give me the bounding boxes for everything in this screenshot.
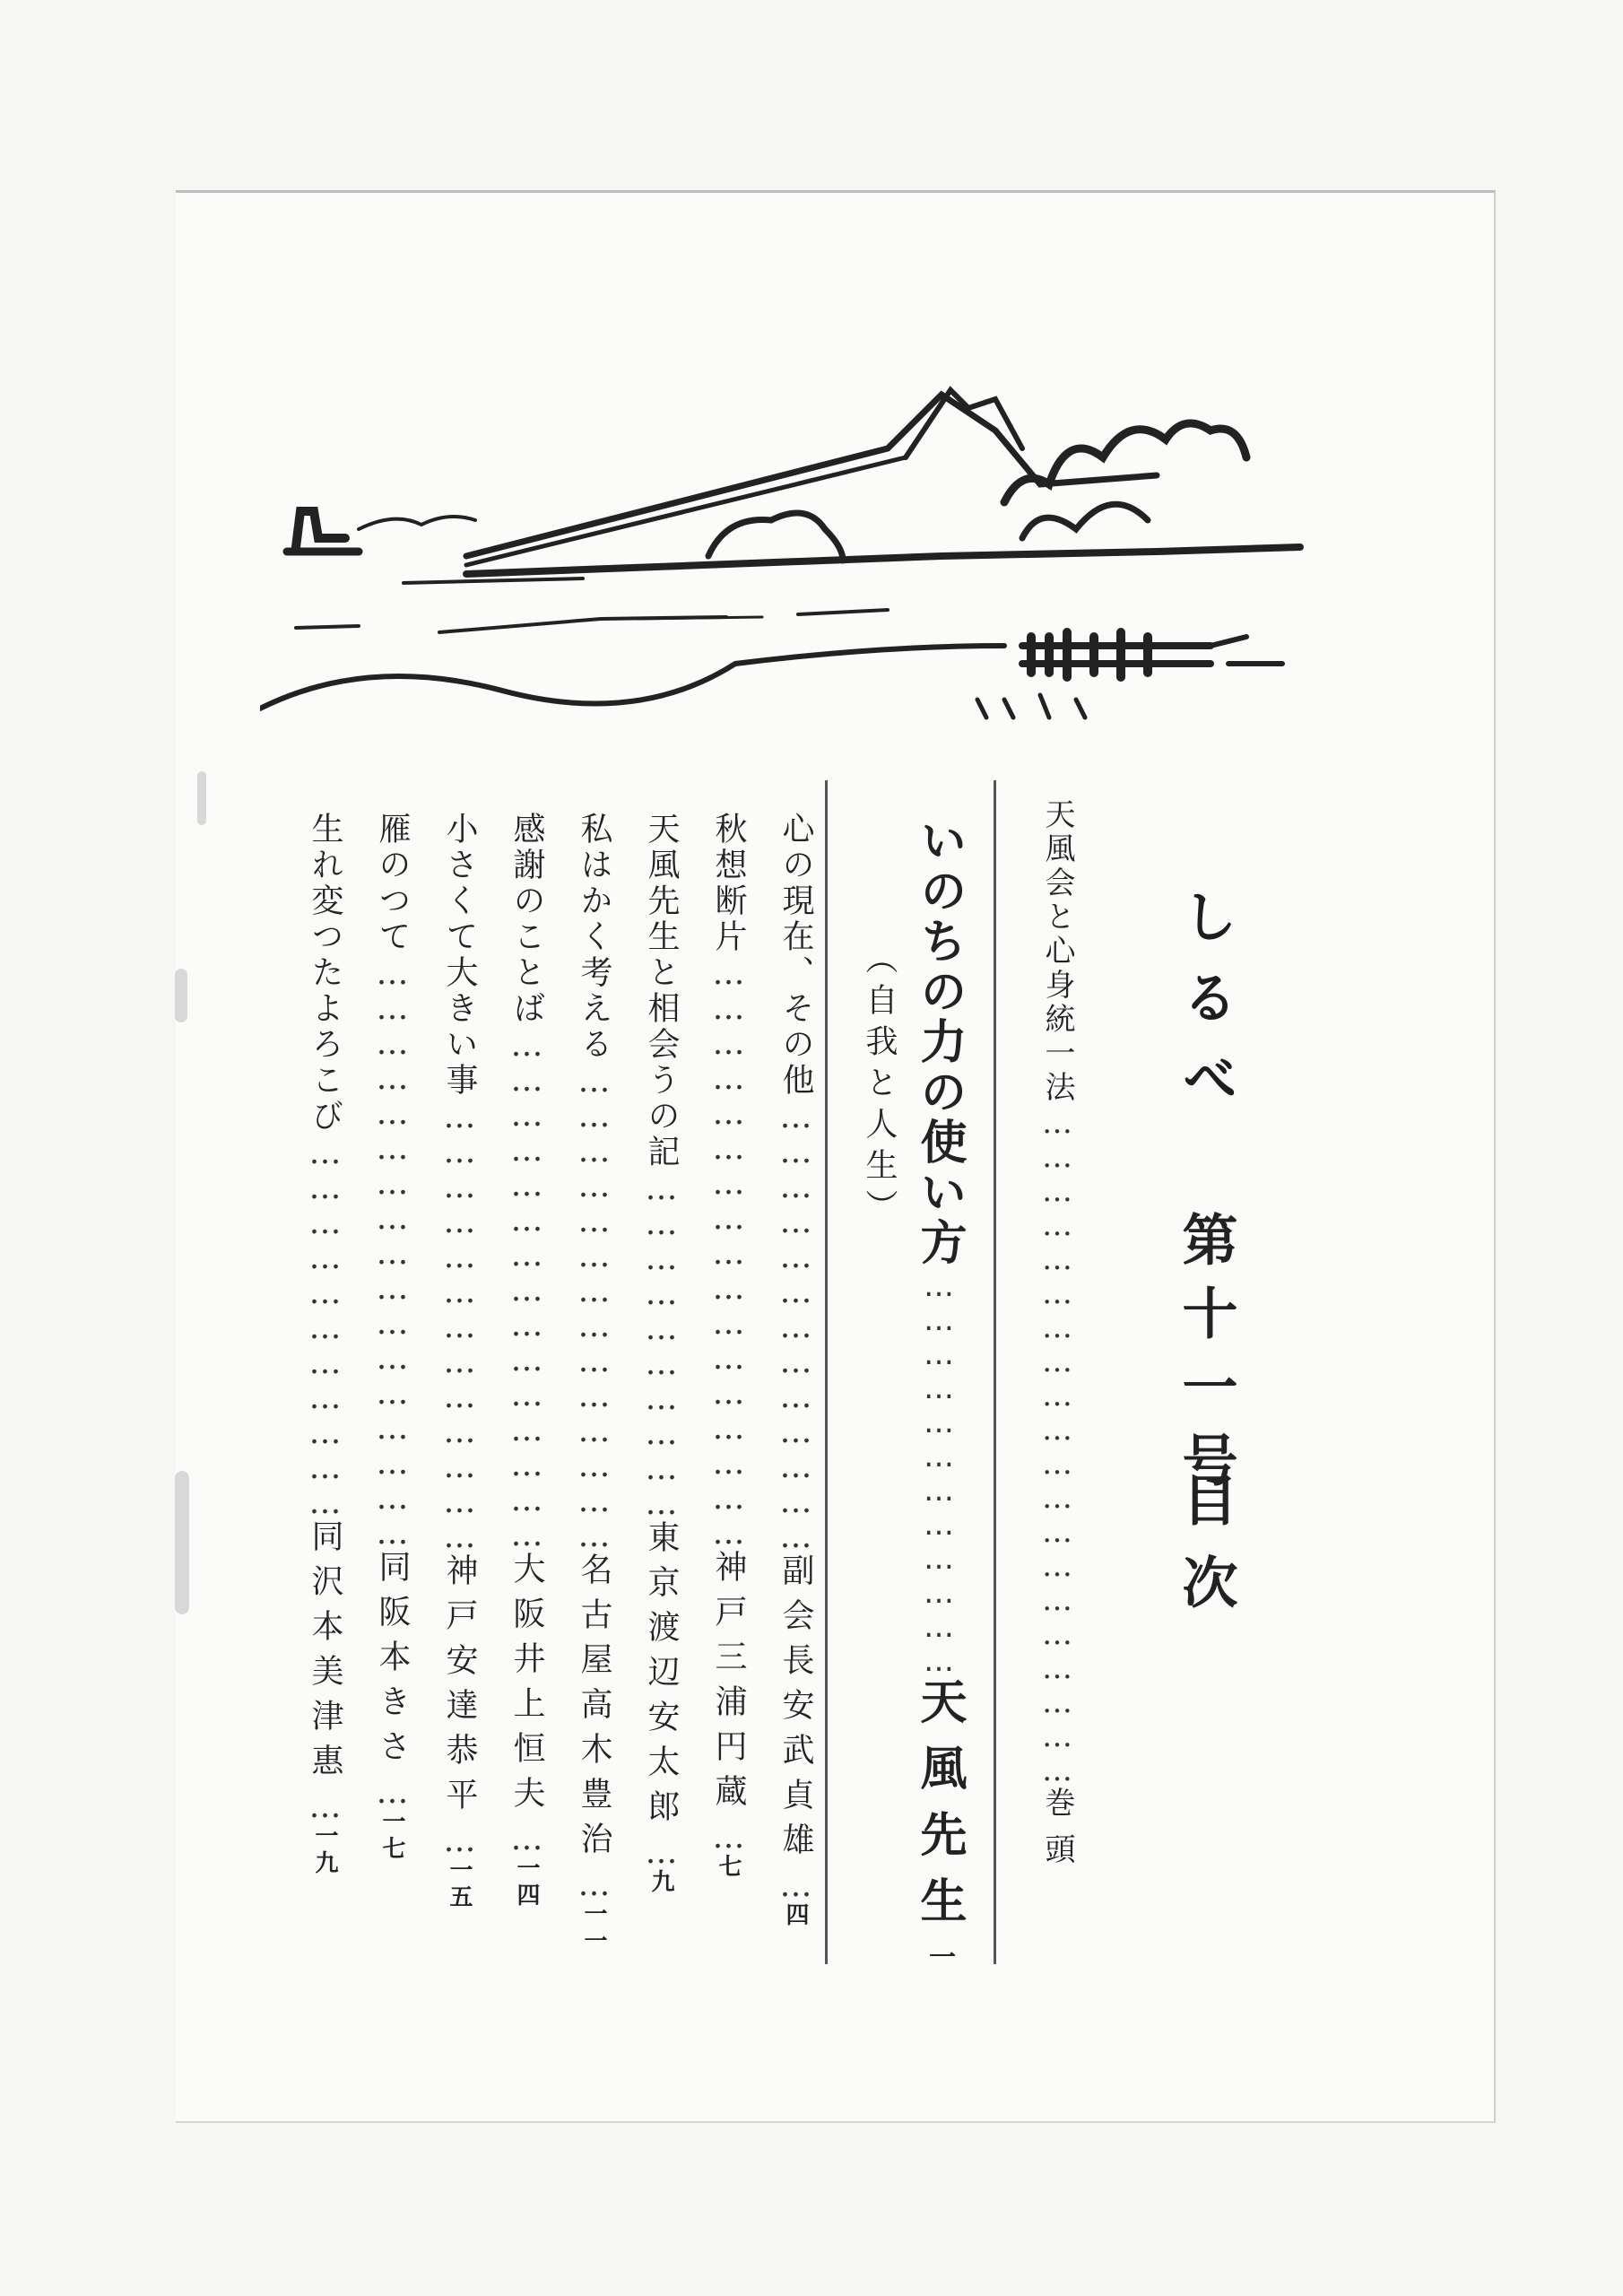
entry-title: 私はかく考える: [576, 812, 612, 1063]
entry-page: 一一: [580, 1901, 607, 1955]
leader-dots: …: [307, 1788, 343, 1823]
leader-dots: …: [777, 1867, 814, 1902]
entry-author: 三浦円蔵: [710, 1639, 747, 1819]
entry-author: 安武貞雄: [777, 1688, 814, 1867]
frontispiece-entry: [1036, 798, 1080, 1880]
leader-dots: …: [576, 1866, 612, 1901]
entry-place: 東京: [643, 1520, 680, 1610]
toc-entry: [437, 812, 482, 1911]
scan-smudge: [175, 969, 187, 1022]
entry-author: 阪本きさ: [374, 1595, 411, 1774]
leader-dots: ………………………………………: [508, 1027, 545, 1552]
featured-title: いのちの力の使い方: [912, 816, 966, 1268]
journal-title: しるべ: [1173, 888, 1238, 1130]
entry-title: 心の現在、その他: [777, 812, 814, 1099]
toc-entry: [369, 812, 415, 1863]
entry-page: 四: [782, 1902, 809, 1929]
leader-dots: …: [441, 1822, 478, 1857]
leader-dots: …………………………………: [441, 1099, 478, 1553]
featured-subtitle: （自我と人生）: [861, 942, 898, 1231]
entry-page: 七: [715, 1854, 742, 1881]
toc-entry: [302, 812, 348, 1877]
entry-author: 渡辺安太郎: [643, 1610, 680, 1834]
toc-entry: [706, 812, 751, 1881]
leader-dots: ……………………………………………: [374, 955, 411, 1550]
entry-place: 神戸: [441, 1553, 478, 1643]
toc-entry: [638, 812, 684, 1896]
frontispiece-title: 天風会と心身統一法: [1039, 798, 1075, 1105]
entry-title: 雁のつて: [374, 812, 411, 955]
featured-entry: [906, 816, 973, 1973]
entry-place: 大阪: [508, 1552, 545, 1641]
leader-dots: ……………………………………………………: [1039, 1105, 1075, 1787]
entry-title: 秋想断片: [710, 812, 747, 955]
featured-author: 天風先生: [912, 1677, 966, 1943]
leader-dots: ……………………………………: [576, 1063, 612, 1552]
leader-dots: …………………………………: [777, 1099, 814, 1553]
toc-entry: [571, 812, 617, 1955]
entry-place: 名古屋: [576, 1552, 612, 1687]
leader-dots: …: [710, 1819, 747, 1854]
entry-page: 一五: [446, 1857, 473, 1911]
entry-place: 神戸: [710, 1550, 747, 1639]
entry-place: 同: [374, 1550, 411, 1595]
leader-dots: …………………………: [643, 1170, 680, 1520]
divider-rule: [994, 780, 996, 1964]
issue-number: 第十一号: [1173, 1211, 1238, 1505]
entry-title: 生れ変つたよろこび: [307, 812, 343, 1135]
entry-author: 安達恭平: [441, 1643, 478, 1822]
leader-dots: ……………………………………………: [710, 955, 747, 1550]
entry-page: 一七: [378, 1809, 405, 1863]
entry-author: 井上恒夫: [508, 1641, 545, 1821]
entry-title: 感謝のことば: [508, 812, 545, 1027]
entry-place: 同: [307, 1519, 343, 1564]
entry-page: 一四: [513, 1856, 540, 1909]
toc-entry: [504, 812, 550, 1909]
leader-dots: …: [508, 1821, 545, 1856]
featured-page: 一: [924, 1943, 955, 1973]
entry-page: 九: [647, 1869, 674, 1896]
scan-smudge: [197, 771, 206, 825]
leader-dots: ………………………………: [921, 1268, 957, 1677]
divider-rule: [825, 780, 828, 1964]
entry-title: 天風先生と相会うの記: [643, 812, 680, 1170]
entry-author: 沢本美津惠: [307, 1564, 343, 1788]
entry-author: 高木豊治: [576, 1687, 612, 1866]
landscape-illustration: [260, 377, 1336, 753]
leader-dots: …: [643, 1834, 680, 1869]
entry-page: 一九: [311, 1823, 338, 1877]
entry-place: 副会長: [777, 1553, 814, 1688]
entry-title: 小さくて大きい事: [441, 812, 478, 1099]
toc-heading: 目次: [1173, 1471, 1238, 1636]
scan-smudge: [175, 1471, 189, 1614]
frontispiece-position: 巻頭: [1039, 1787, 1075, 1880]
toc-entry: [773, 812, 819, 1929]
leader-dots: ……………………………: [307, 1135, 343, 1519]
leader-dots: …: [374, 1774, 411, 1809]
